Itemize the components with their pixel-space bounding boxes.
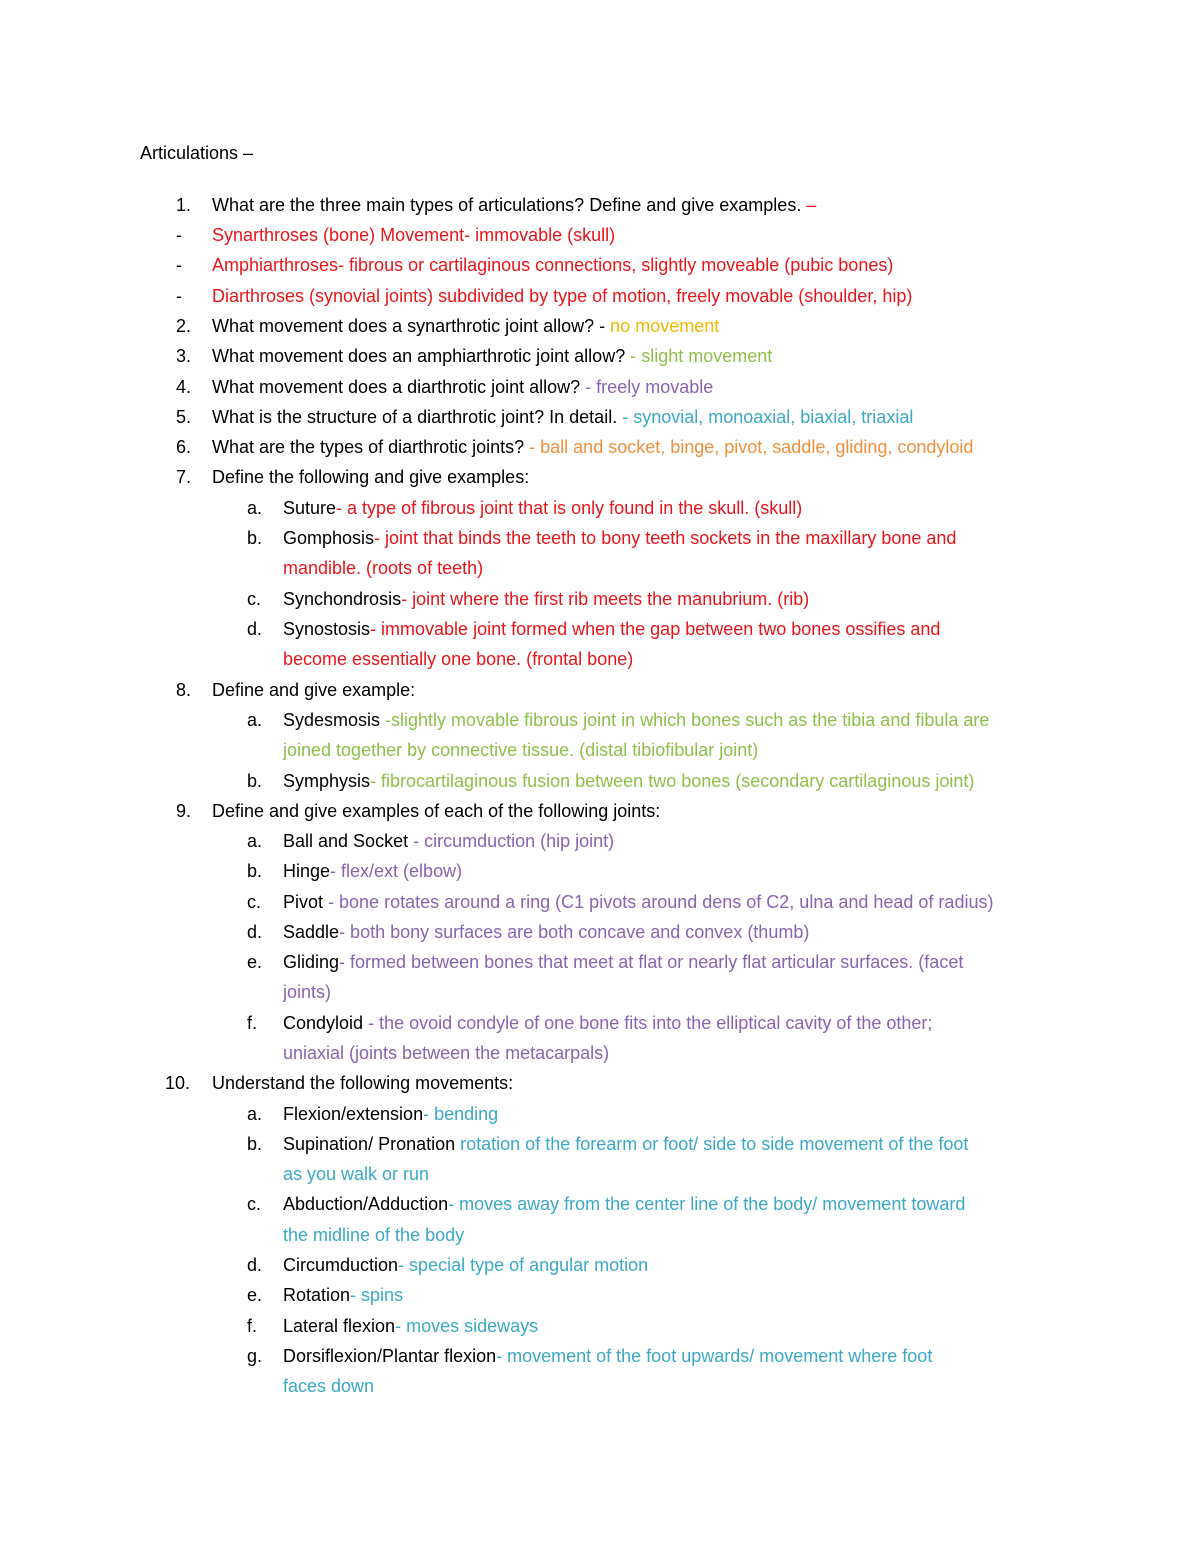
sub-item-text: Lateral flexion- moves sideways xyxy=(283,1316,539,1336)
sub-item-text: Pivot - bone rotates around a ring (C1 pivots around dens of C2, ulna and head of radius) xyxy=(283,892,994,912)
answer-text: - synovial, monoaxial, biaxial, triaxial xyxy=(622,407,914,427)
answer-text: no movement xyxy=(610,316,720,336)
answer-text: Diarthroses (synovial joints) subdivided by type of motion, freely movable (shoulder, hip) xyxy=(212,286,913,306)
question-number: 9. xyxy=(176,801,192,821)
question-text: Define the following and give examples: xyxy=(212,467,530,487)
question-text: What are the three main types of articulations? Define and give examples. – xyxy=(212,195,817,215)
question-text: Define and give examples of each of the following joints: xyxy=(212,801,661,821)
question-number: 7. xyxy=(176,467,192,487)
question-text: Understand the following movements: xyxy=(212,1073,514,1093)
sub-item-text: Hinge- flex/ext (elbow) xyxy=(283,861,463,881)
sub-item-letter: a. xyxy=(247,498,263,518)
sub-item-letter: c. xyxy=(247,892,262,912)
sub-item-letter: g. xyxy=(247,1346,263,1366)
sub-item-letter: e. xyxy=(247,952,263,972)
sub-item-letter: c. xyxy=(247,589,262,609)
answer-text: Amphiarthroses- fibrous or cartilaginous connections, slightly moveable (pubic bones) xyxy=(212,255,894,275)
bullet: - xyxy=(176,286,182,306)
answer-text: - slight movement xyxy=(630,346,773,366)
question-text: What is the structure of a diarthrotic joint? In detail. - synovial, monoaxial, biaxial, triaxial xyxy=(212,407,914,427)
question-number: 2. xyxy=(176,316,192,336)
sub-item-text: Gliding- formed between bones that meet at flat or nearly flat articular surfaces. (facet xyxy=(283,952,964,972)
sub-item-letter: b. xyxy=(247,528,263,548)
sub-item-text: Saddle- both bony surfaces are both concave and convex (thumb) xyxy=(283,922,810,942)
sub-item-letter: a. xyxy=(247,831,263,851)
sub-item-text: Suture- a type of fibrous joint that is only found in the skull. (skull) xyxy=(283,498,803,518)
bullet: - xyxy=(176,225,182,245)
question-number: 10. xyxy=(165,1073,191,1093)
question-number: 3. xyxy=(176,346,192,366)
sub-item-letter: e. xyxy=(247,1285,263,1305)
sub-item-letter: a. xyxy=(247,710,263,730)
bullet: - xyxy=(176,255,182,275)
sub-item-text: Synchondrosis- joint where the first rib meets the manubrium. (rib) xyxy=(283,589,810,609)
sub-item-letter: f. xyxy=(247,1316,258,1336)
sub-item-letter: b. xyxy=(247,861,263,881)
sub-item-text: Supination/ Pronation rotation of the forearm or foot/ side to side movement of the foot xyxy=(283,1134,969,1154)
question-text: Define and give example: xyxy=(212,680,416,700)
page-title: Articulations – xyxy=(140,143,254,163)
question-number: 6. xyxy=(176,437,192,457)
question-text: What are the types of diarthrotic joints? - ball and socket, binge, pivot, saddle, gliding, condyloid xyxy=(212,437,974,457)
sub-item-letter: b. xyxy=(247,1134,263,1154)
sub-item-letter: d. xyxy=(247,922,263,942)
question-number: 8. xyxy=(176,680,192,700)
sub-item-text: Ball and Socket - circumduction (hip joint) xyxy=(283,831,615,851)
sub-item-text: Symphysis- fibrocartilaginous fusion between two bones (secondary cartilaginous joint) xyxy=(283,771,975,791)
sub-item-letter: a. xyxy=(247,1104,263,1124)
question-text: What movement does a diarthrotic joint allow? - freely movable xyxy=(212,377,714,397)
sub-item-text: Sydesmosis -slightly movable fibrous joint in which bones such as the tibia and fibula are xyxy=(283,710,990,730)
answer-text: - ball and socket, binge, pivot, saddle, gliding, condyloid xyxy=(529,437,974,457)
sub-item-text: Flexion/extension- bending xyxy=(283,1104,499,1124)
sub-item-letter: b. xyxy=(247,771,263,791)
sub-item-text: Rotation- spins xyxy=(283,1285,404,1305)
sub-item-text: Gomphosis- joint that binds the teeth to bony teeth sockets in the maxillary bone and xyxy=(283,528,957,548)
sub-item-letter: d. xyxy=(247,1255,263,1275)
sub-item-text: Abduction/Adduction- moves away from the center line of the body/ movement toward xyxy=(283,1194,966,1214)
question-number: 5. xyxy=(176,407,192,427)
question-number: 4. xyxy=(176,377,192,397)
sub-item-letter: f. xyxy=(247,1013,258,1033)
sub-item-text: Circumduction- special type of angular motion xyxy=(283,1255,649,1275)
answer-text: Synarthroses (bone) Movement- immovable (skull) xyxy=(212,225,616,245)
document-page: Articulations – 1. What are the three main types of articulations? Define and give examples. – - Synarthroses (bone) Movement- immovable (skull) - Amphiarthroses- fibrous or cartilaginous connections, slightly moveable (pubic bones) - Diarthroses (synovial joints) subdivided by type of motion, freely movable (shoulder, hip) 2. What movement does a synarthrotic joint allow? - no movement 3. What movement does an amphiarthrotic joint allow? - slight movement 4. What movement does a diarthrotic joint allow? - freely movable 5. What is the structure of a diarthrotic joint? In detail. - synovial, monoaxial, biaxial, triaxial 6. What are the types of diarthrotic joints? - ball and socket, binge, pivot, saddle, gliding, condyloid 7. Define the following and give examples: a. Suture- a type of fibrous joint that is only found in the skull. (skull) b. Gomphosis- joint that binds the teeth to bony teeth sockets in the maxillary bone and mandible. (roots of teeth) c. Synchondrosis- joint where the first rib meets the manubrium. (rib) d. Synostosis- immovable joint formed when the gap between two bones ossifies and become essentially one bone. (frontal bone) 8. Define and give example: a. Sydesmosis -slightly movable fibrous joint in which bones such as the tibia and fibula are joined together by connective tissue. (distal tibiofibular joint) b. Symphysis- fibrocartilaginous fusion between two bones (secondary cartilaginous joint) 9. Define and give examples of each of the following joints: a. Ball and Socket - circumduction (hip joint) b. Hinge- flex/ext (elbow) c. Pivot - bone rotates around a ring (C1 pivots around dens of C2, ulna and head of radius) d. Saddle- both bony surfaces are both concave and convex (thumb) e. Gliding- formed between bones that meet at flat or nearly flat articular surfaces. (facet joints) f. Condyloid - the ovoid condyle of one bone fits into the elliptical cavity of the other; uniaxial (joints between the metacarpals) 10. Understand the following movements: a. Flexion/extension- bending b. Supination/ Pronation rotation of the forearm or foot/ side to side movement of the foot as you walk or run c. Abduction/Adduction- moves away from the center line of the body/ movement toward the midline of the body d. Circumduction- special type of angular motion e. Rotation- spins f. Lateral flexion- moves sideways g. Dorsiflexion/Plantar flexion- movement of the foot upwards/ movement where foot faces down xyxy=(140,143,994,1396)
sub-item-letter: d. xyxy=(247,619,263,639)
question-text: What movement does a synarthrotic joint allow? - no movement xyxy=(212,316,720,336)
sub-item-text: Synostosis- immovable joint formed when the gap between two bones ossifies and xyxy=(283,619,941,639)
sub-item-text: Condyloid - the ovoid condyle of one bone fits into the elliptical cavity of the other; xyxy=(283,1013,933,1033)
question-number: 1. xyxy=(176,195,192,215)
answer-text: - freely movable xyxy=(585,377,714,397)
question-text: What movement does an amphiarthrotic joint allow? - slight movement xyxy=(212,346,773,366)
sub-item-text: Dorsiflexion/Plantar flexion- movement of the foot upwards/ movement where foot xyxy=(283,1346,933,1366)
sub-item-letter: c. xyxy=(247,1194,262,1214)
